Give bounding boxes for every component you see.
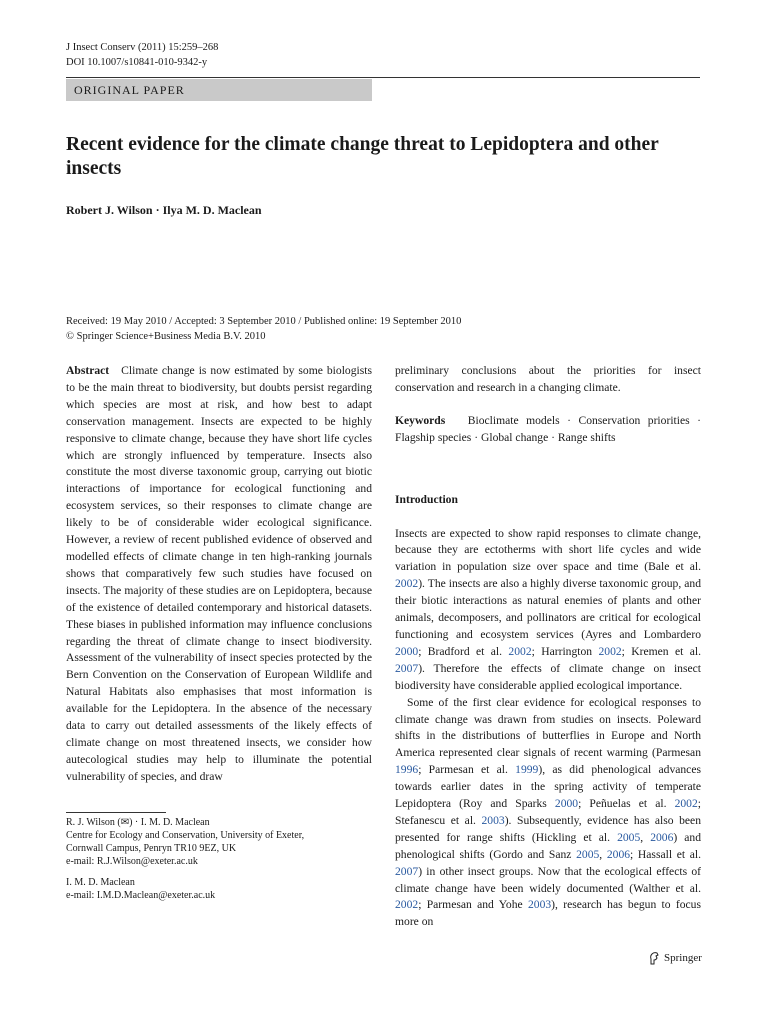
paragraph-text: Some of the first clear evidence for ecological responses to climate change was drawn from studies on insects. Poleward shifts in the distributions of butterflies in Europe and North America represented clear signals of recent warming (Parmesan <box>395 695 701 760</box>
paragraph-text: ; Parmesan and Yohe <box>418 898 528 912</box>
keywords <box>395 413 701 447</box>
header-rule <box>66 77 700 78</box>
paragraph-text: ; Kremen et al. <box>621 644 701 658</box>
publisher-logo <box>648 951 702 965</box>
introduction-paragraph-2 <box>395 695 701 932</box>
copyright-line: © Springer Science+Business Media B.V. 2010 <box>66 331 266 342</box>
citation-link[interactable]: 2003 <box>481 813 505 827</box>
footnote-affiliation-2: Cornwall Campus, Penryn TR10 9EZ, UK <box>66 843 237 854</box>
paragraph-text: ; Stefanescu et al. <box>395 797 701 827</box>
journal-header <box>66 40 218 70</box>
citation-link[interactable]: 2002 <box>395 898 419 912</box>
footnote-affiliation-1: Centre for Ecology and Conservation, University of Exeter, <box>66 830 305 841</box>
history-dates: Received: 19 May 2010 / Accepted: 3 September 2010 / Published online: 19 September 2010 <box>66 316 462 327</box>
citation-link[interactable]: 2002 <box>674 797 698 811</box>
paragraph-text: ; Hassall et al. <box>630 847 702 861</box>
paragraph-text: , <box>599 847 607 861</box>
spacer <box>395 447 701 492</box>
author-list: Robert J. Wilson · Ilya M. D. Maclean <box>66 203 262 217</box>
paragraph-text: ). The insects are also a highly diverse taxonomic group, and their biotic interactions as natural enemies of plants and other animals, decomposers, and pollinators are critical for ecological functioning and ecosystem services (Ayres and Lombardero <box>395 577 701 641</box>
paragraph-text: ; Parmesan et al. <box>418 763 516 777</box>
paragraph-text: ). Therefore the effects of climate change on insect biodiversity have considerable applied ecological importance. <box>395 661 701 692</box>
abstract-text: Climate change is now estimated by some biologists to be the main threat to biodiversity, but doubts persist regarding which species are most at risk, and how best to adapt conservation management. Insects are expected to be highly responsive to climate change, because they have short life cycles which are strongly influenced by temperature. Insects also constitute the most diverse taxonomic group, carrying out biotic interactions of importance for ecological functioning and ecosystem services, so their responses to climate change are likely to be of considerable wider ecological significance. However, a review of recent published evidence of observed and modelled effects of climate change in ten high-ranking journals shows that comparatively few such studies have focused on insects. The majority of these studies are on Lepidoptera, because of the existence of detailed contemporary and historical datasets. These biases in published information may influence conclusions regarding the threat of climate change to insect biodiversity. Assessment of the vulnerability of insect species protected by the Bern Convention on the Conservation of European Wildlife and Natural Habitats also emphasises that most information is available for the Lepidoptera. In the absence of the necessary data to carry out detailed assessments of the likely effects of climate change on most threatened insects, we consider how autecological studies may help to illuminate the potential vulnerability of species, and draw <box>66 364 372 783</box>
article-type-label: ORIGINAL PAPER <box>74 83 185 97</box>
citation-link[interactable]: 2000 <box>554 797 579 811</box>
citation-link[interactable]: 2000 <box>395 644 419 658</box>
introduction-heading: Introduction <box>395 492 458 506</box>
citation-link[interactable]: 2005 <box>617 830 641 844</box>
citation-link[interactable]: 2006 <box>650 830 674 844</box>
citation-link[interactable]: 2002 <box>395 577 419 591</box>
doi: DOI 10.1007/s10841-010-9342-y <box>66 57 208 68</box>
abstract <box>66 363 372 786</box>
spacer <box>395 509 701 526</box>
citation-link[interactable]: 1999 <box>515 763 539 777</box>
abstract-continuation: preliminary conclusions about the priorities for insect conservation and research in a changing climate. <box>395 364 701 394</box>
introduction-paragraph-1 <box>395 526 701 695</box>
paragraph-text: ), as did phenological advances towards earlier dates in the spring activity of temperate Lepidoptera (Roy and Sparks <box>395 763 701 811</box>
abstract-heading: Abstract <box>66 364 110 377</box>
footnote-name-2: I. M. D. Maclean <box>66 877 135 888</box>
paragraph-text: ) and phenological shifts (Gordo and Sanz <box>395 830 702 861</box>
paragraph-text: ; Bradford et al. <box>418 644 509 658</box>
author-footnote <box>66 816 372 902</box>
citation-link[interactable]: 2005 <box>576 847 600 861</box>
springer-horse-icon <box>648 951 660 965</box>
article-type-badge <box>66 79 372 101</box>
right-column <box>395 363 701 931</box>
footnote-rule <box>66 812 166 813</box>
paragraph-text: Insects are expected to show rapid responses to climate change, because they are ectotherms with short life cycles and wide variation in population size over space and time (Bale et al. <box>395 526 701 574</box>
journal-citation: J Insect Conserv (2011) 15:259–268 <box>66 42 219 53</box>
left-column <box>66 363 372 786</box>
keywords-text: Bioclimate models · Conservation priorities · Flagship species · Global change · Range shifts <box>395 413 701 444</box>
footnote-names: R. J. Wilson (✉) · I. M. D. Maclean <box>66 817 210 828</box>
spacer <box>395 397 701 413</box>
citation-link[interactable]: 2002 <box>598 644 622 658</box>
publisher-name: Springer <box>664 952 702 964</box>
citation-link[interactable]: 1996 <box>395 763 419 777</box>
citation-link[interactable]: 2002 <box>508 644 532 658</box>
footnote-email-2[interactable]: e-mail: I.M.D.Maclean@exeter.ac.uk <box>66 890 216 901</box>
paragraph-text: ) in other insect groups. Now that the ecological effects of climate change have been widely documented (Walther et al. <box>395 864 701 895</box>
citation-link[interactable]: 2003 <box>527 898 552 912</box>
citation-link[interactable]: 2007 <box>395 864 419 878</box>
citation-link[interactable]: 2006 <box>606 847 631 861</box>
footnote-email-1[interactable]: e-mail: R.J.Wilson@exeter.ac.uk <box>66 856 198 867</box>
paragraph-text: ). Subsequently, evidence has also been presented for range shifts (Hickling et al. <box>395 813 702 844</box>
paragraph-text: ), research has begun to focus more on <box>395 898 701 929</box>
footnote-spacer <box>66 868 372 876</box>
keywords-heading: Keywords <box>395 413 446 427</box>
citation-link[interactable]: 2007 <box>395 661 419 675</box>
paragraph-text: ; Peñuelas et al. <box>578 797 675 811</box>
paragraph-text: , <box>640 830 651 844</box>
paper-title: Recent evidence for the climate change threat to Lepidoptera and other insects <box>66 134 659 179</box>
paragraph-text: ; Harrington <box>531 644 599 658</box>
publication-dates <box>66 314 461 344</box>
